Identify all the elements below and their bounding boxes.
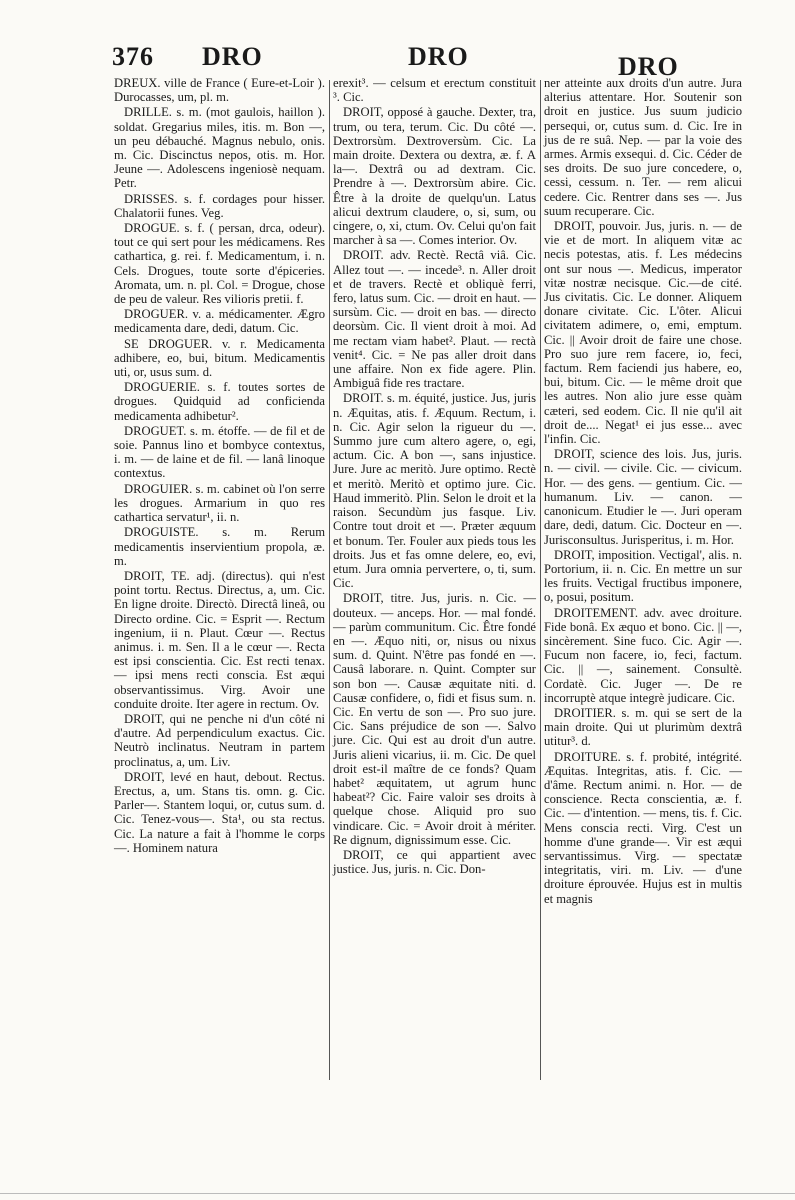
entry: DROGUIER. s. m. cabinet où l'on serre les drogues. Armarium in quo res cathartica servatur¹, ii. n.	[114, 481, 325, 525]
entry: DROITURE. s. f. probité, intégrité. Æquitas. Integritas, atis. f. Cic. — d'âme. Rectum animi. n. Hor. — de conscience. Recta conscientia, æ. f. Cic. — d'intention. — mens, tis. f. Cic. Mens conscia recti. Virg. C'est un homme d'une grande—. Vir est æqui servantissimus. Virg. — spectatæ integritatis, viri. m. Liv. — d'une droiture éprouvée. Hujus est in multis et magnis	[544, 749, 742, 906]
running-head-left: DRO	[202, 42, 263, 71]
entry: DROIT, imposition. Vectigal', alis. n. Portorium, ii. n. Cic. En mettre un sur les fruits. Vectigal fructibus imponere, o, posui, positum.	[544, 547, 742, 605]
entry: DROIT. adv. Rectè. Rectâ viâ. Cic. Allez tout —. — incede³. n. Aller droit et de travers. Rectè et obliquè ferri, fero, latus sum. Cic. — droit en haut. — sursùm. Cic. — droit en bas. — directo deorsùm. Cic. Il vient droit à moi. Ad me rectam viam habet². Plaut. — rectà venit⁴. Cic. = Ne pas aller droit dans une affaire. Non ex fide agere. Plin. Ambiguâ fide res tractare.	[333, 248, 536, 391]
column-rule	[540, 80, 541, 1080]
column-rule	[329, 80, 330, 1080]
entry: DROIT, qui ne penche ni d'un côté ni d'autre. Ad perpendiculum exactus. Cic. Neutrò inclinatus. Neutram in partem proclinatus, a, um. Liv.	[114, 711, 325, 769]
entry: DROIT, levé en haut, debout. Rectus. Erectus, a, um. Stans tis. omn. g. Cic. Parler—. Stantem loqui, or, cutus sum. d. Cic. Tenez-vous—. Sta¹, ou sta rectus. Cic. La nature a fait à l'homme le corps—. Hominem natura	[114, 769, 325, 855]
entry: ner atteinte aux droits d'un autre. Jura alterius attentare. Hor. Soutenir son droit en justice. Jus suum judicio persequi, or, cutus sum. d. Cic. Ire in jus de re suâ. Nep. — par la voie des armes. Armis exsequi. d. Cic. Céder de ses droits. De suo jure concedere, o, cessi, cessum. n. Ter. — rem alicui cedere. Cic. Rentrer dans ses —. Jus suum recuperare. Cic.	[544, 76, 742, 218]
running-head-center: DRO	[408, 42, 469, 71]
entry: DROGUERIE. s. f. toutes sortes de drogues. Quidquid ad conficienda medicamenta adhibetur².	[114, 380, 325, 423]
entry: DRISSES. s. f. cordages pour hisser. Chalatorii funes. Veg.	[114, 191, 325, 220]
entry: DROIT, science des lois. Jus, juris. n. — civil. — civile. Cic. — civicum. Hor. — des gens. — gentium. Cic. — humanum. Liv. — canon. — canonicum. Etudier le —. Juri operam dare, dedi, datum. Cic. Docteur en —. Jurisconsultus. Jurisperitus, i. m. Hor.	[544, 447, 742, 547]
entry: DROIT, TE. adj. (directus). qui n'est point tortu. Rectus. Directus, a, um. Cic. En ligne droite. Directò. Directâ lineâ, ou Directo ordine. Cic. = Esprit —. Rectum ingenium, ii n. Plaut. Cœur —. Rectus animus. i. m. Sen. Il a le cœur —. Recta est ipsi conscientia. Cic. Est recti tenax. — ipsi mens recti conscia. Est æqui observantissimus. Virg. Avoir une conduite droite. Iter agere in rectum. Ov.	[114, 568, 325, 711]
entry: erexit³. — celsum et erectum constituit ³. Cic.	[333, 76, 536, 105]
entry: DROGUET. s. m. étoffe. — de fil et de soie. Pannus lino et bombyce contextus, i. m. — de laine et de fil. — lanâ linoque contextus.	[114, 423, 325, 481]
entry: DROITIER. s. m. qui se sert de la main droite. Qui ut plurimùm dextrâ utitur³. d.	[544, 705, 742, 749]
entry: DROGUE. s. f. ( persan, drca, odeur). tout ce qui sert pour les médicamens. Res cathartica, g. rei. f. Medicamentum, i. n. Cels. Drogues, toute sorte d'épiceries. Aromata, um. n. pl. Col. = Drogue, chose de peu de valeur. Res vilioris pretii. f.	[114, 221, 325, 307]
entry: DROGUISTE. s. m. Rerum medicamentis inservientium propola, æ. m.	[114, 525, 325, 568]
running-head-right: DRO	[618, 52, 679, 81]
entry: DROIT, ce qui appartient avec justice. Jus, juris. n. Cic. Don-	[333, 847, 536, 877]
entry: DROIT, titre. Jus, juris. n. Cic. — douteux. — anceps. Hor. — mal fondé. — parùm communitum. Cic. Être fondé en —. Æquo niti, or, nisus ou nixus sum. d. Quint. N'être pas fondé en —. Causâ laborare. n. Quint. Compter sur son bon —. Causæ æquitate niti. d. Causæ confidere, o, fidi et fisus sum. n. Cic. En vertu de son —. Pro suo jure. Cic. Sans préjudice de son —. Salvo jure. Cic. Qui est au droit d'un autre. Juris alieni vicarius, ii. m. Cic. De quel droit est-il maître de ce fonds? Quam habet² æquitatem, ut agrum hunc habeat²? Cic. Faire valoir ses droits à quelque chose. Aliquid pro suo vindicare. Cic. = Avoir droit à mériter. Re dignum, dignissimum esse. Cic.	[333, 591, 536, 847]
entry: DRILLE. s. m. (mot gaulois, haillon ). soldat. Gregarius miles, itis. m. Bon —, un peu débauché. Magnus nebulo, onis. m. Cic. Discinctus nepos, otis. m. Hor. Jeune —. Adolescens ingeniosè nequam. Petr.	[114, 105, 325, 191]
entry: DROIT, pouvoir. Jus, juris. n. — de vie et de mort. In aliquem vitæ ac necis potestas, atis. f. Les médecins ont sur nous —. Medicus, imperator vitæ nostræ necisque. Cic.—de cité. Jus civitatis. Cic. Le donner. Aliquem donare civitate. Cic. L'ôter. Alicui civitatem adimere, o, emi, emptum. Cic. || Avoir droit de faire une chose. Pro suo jure rem facere, io, feci, factum. Rem faciendi jus habere, eo, bui, bitum. Cic. — le même droit que les autres. Non alio jure esse quàm cæteri, sed eodem. Cic. Il nie qu'il ait droit de.... Negat¹ ei jus esse... avec l'infin. Cic.	[544, 219, 742, 447]
column-1	[114, 76, 325, 856]
page-number: 376	[112, 42, 154, 71]
entry: DROITEMENT. adv. avec droiture. Fide bonâ. Ex æquo et bono. Cic. || —, sincèrement. Sine fuco. Cic. Agir —. Fucum non facere, io, feci, factum. Cic. || —, sainement. Consultè. Cordatè. Cic. Juger —. De re incorruptè atque integrè judicare. Cic.	[544, 605, 742, 705]
entry: DROGUER. v. a. médicamenter. Ægro medicamenta dare, dedi, datum. Cic.	[114, 307, 325, 336]
entry: DROIT, opposé à gauche. Dexter, tra, trum, ou tera, terum. Cic. Du côté —. Dextrorsùm. Dextroversùm. Cic. La main droite. Dextera ou dextra, æ. f. A la—. Dextrâ ou ad dextram. Cic. Prendre à —. Dextrorsùm abire. Cic. Être à la droite de quelqu'un. Latus alicui dextrum claudere, o, si, sum, ou cingere, o, xi, ctum. Ov. Celui qu'on fait marcher à sa —. Comes interior. Ov.	[333, 105, 536, 248]
entry: DREUX. ville de France ( Eure-et-Loir ). Durocasses, um, pl. m.	[114, 76, 325, 105]
column-3	[544, 76, 742, 907]
bottom-edge	[0, 1193, 795, 1194]
entry: DROIT. s. m. équité, justice. Jus, juris n. Æquitas, atis. f. Æquum. Rectum, i. n. Cic. Agir selon la rigueur du —. Summo jure cum altero agere, o, egi, actum. Cic. A bon —, sans injustice. Jure. Jure ac meritò. Jure optimo. Rectè et meritò. Meritò et optimo jure. Cic. Haud immeritò. Plin. Selon le droit et la raison. Secundùm jus fasque. Liv. Contre tout droit et —. Præter æquum et bonum. Ter. Fouler aux pieds tous les droits. Jus et fas omne delere, eo, evi, etum. Jura omnia pervertere, o, ti, sum. Cic.	[333, 391, 536, 591]
column-2	[333, 76, 536, 877]
entry: SE DROGUER. v. r. Medicamenta adhibere, eo, bui, bitum. Medicamentis uti, or, usus sum. d.	[114, 336, 325, 380]
